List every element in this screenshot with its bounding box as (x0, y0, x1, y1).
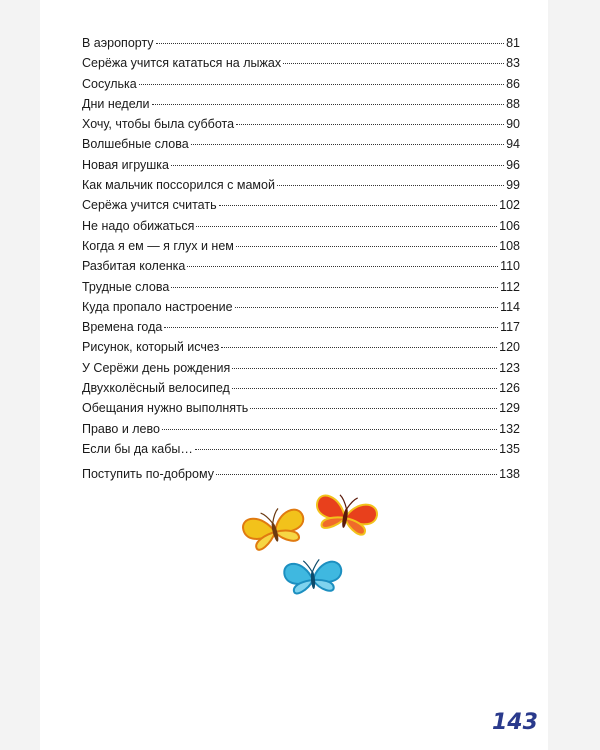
toc-entry (82, 33, 520, 53)
toc-entry-title: Сосулька (82, 76, 137, 91)
toc-entry (82, 337, 520, 357)
toc-entry-title: Когда я ем — я глух и нем (82, 238, 234, 253)
toc-entry (82, 53, 520, 73)
toc-entry-page: 90 (506, 117, 520, 132)
toc-entry-title: Если бы да кабы… (82, 441, 193, 456)
toc-entry (82, 155, 520, 175)
page-number: 143 (492, 710, 538, 735)
toc-entry-title: Обещания нужно выполнять (82, 401, 249, 416)
butterflies-illustration (235, 490, 385, 610)
toc-entry (82, 464, 520, 484)
toc-entry-page: 120 (499, 340, 520, 355)
toc-dot-leader (171, 287, 498, 288)
toc-entry-page: 132 (499, 421, 520, 436)
toc-entry-page: 81 (506, 36, 520, 50)
toc-entry-page: 96 (506, 157, 520, 172)
toc-entry-page: 83 (506, 56, 520, 71)
toc-entry (82, 317, 520, 337)
toc-entry-page: 99 (506, 178, 520, 193)
toc-entry-title: Времена года (82, 320, 163, 335)
toc-entry-title: Трудные слова (82, 279, 170, 294)
toc-entry (82, 297, 520, 317)
toc-dot-leader (232, 388, 497, 389)
toc-dot-leader (236, 124, 504, 125)
toc-entry (82, 277, 520, 297)
toc-entry (82, 94, 520, 114)
toc-entry-page: 86 (506, 76, 520, 91)
toc-entry (82, 439, 520, 459)
toc-dot-leader (250, 408, 497, 409)
toc-entry (82, 195, 520, 215)
toc-dot-leader (164, 327, 498, 328)
book-page (40, 0, 548, 750)
toc-entry-title: Хочу, чтобы была суббота (82, 117, 235, 132)
toc-dot-leader (162, 429, 497, 430)
toc-entry-page: 114 (500, 299, 520, 314)
toc-entry-title: Разбитая коленка (82, 259, 186, 274)
toc-entry-title: Волшебные слова (82, 137, 189, 152)
toc-entry-page: 106 (499, 218, 520, 233)
toc-entry-title: Двухколёсный велосипед (82, 381, 230, 396)
toc-entry-title: Серёжа учится считать (82, 198, 217, 213)
toc-dot-leader (187, 266, 498, 267)
red-butterfly-icon (313, 491, 379, 537)
toc-dot-leader (139, 84, 504, 85)
toc-entry-title: Рисунок, который исчез (82, 340, 220, 355)
table-of-contents (82, 33, 520, 485)
toc-dot-leader (171, 165, 504, 166)
toc-entry-title: Как мальчик поссорился с мамой (82, 178, 275, 193)
toc-entry-page: 123 (499, 360, 520, 375)
toc-dot-leader (236, 246, 497, 247)
toc-entry-title: Куда пропало настроение (82, 299, 233, 314)
blue-butterfly-icon (283, 558, 343, 595)
toc-entry-page: 108 (499, 238, 520, 253)
toc-entry-page: 110 (500, 259, 520, 274)
toc-entry (82, 419, 520, 439)
toc-entry (82, 74, 520, 94)
toc-dot-leader (232, 368, 497, 369)
toc-entry (82, 398, 520, 418)
toc-entry-page: 94 (506, 137, 520, 152)
toc-dot-leader (277, 185, 504, 186)
toc-entry-title: Дни недели (82, 96, 150, 111)
toc-entry-title: Право и лево (82, 421, 160, 436)
toc-entry-title: Не надо обижаться (82, 218, 195, 233)
toc-entry-page: 129 (499, 401, 520, 416)
toc-entry-page: 135 (499, 441, 520, 456)
toc-entry-page: 102 (499, 198, 520, 213)
toc-dot-leader (221, 347, 497, 348)
toc-entry-page: 138 (499, 467, 520, 482)
toc-dot-leader (283, 63, 504, 64)
toc-entry-page: 112 (500, 279, 520, 294)
toc-entry (82, 175, 520, 195)
toc-entry (82, 134, 520, 154)
toc-dot-leader (152, 104, 505, 105)
toc-dot-leader (191, 144, 504, 145)
toc-entry-page: 117 (500, 320, 520, 335)
toc-dot-leader (196, 226, 497, 227)
toc-entry (82, 256, 520, 276)
toc-entry-page: 88 (506, 96, 520, 111)
toc-entry-title: В аэропорту (82, 36, 154, 50)
toc-entry-title: Поступить по-доброму (82, 467, 214, 482)
toc-dot-leader (216, 474, 497, 475)
toc-entry-page: 126 (499, 381, 520, 396)
yellow-butterfly-icon (240, 503, 308, 553)
toc-dot-leader (235, 307, 498, 308)
toc-entry (82, 114, 520, 134)
toc-entry-title: У Серёжи день рождения (82, 360, 231, 375)
toc-entry (82, 216, 520, 236)
toc-entry-title: Новая игрушка (82, 157, 169, 172)
toc-dot-leader (156, 43, 505, 44)
toc-entry-title: Серёжа учится кататься на лыжах (82, 56, 282, 71)
toc-entry (82, 358, 520, 378)
toc-dot-leader (219, 205, 498, 206)
toc-dot-leader (195, 449, 497, 450)
toc-entry (82, 378, 520, 398)
toc-entry (82, 236, 520, 256)
